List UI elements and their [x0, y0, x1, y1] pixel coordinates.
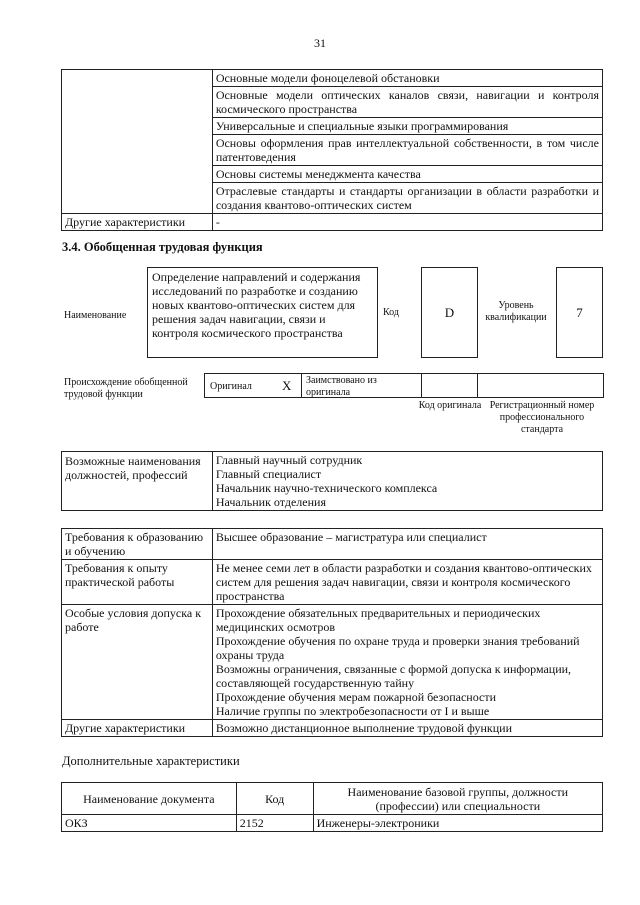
knowledge-table — [61, 69, 603, 231]
special-condition-item: Возможны ограничения, связанные с формой допуска к информации, составляющей государственную тайну — [215, 662, 572, 690]
row-code: 2152 — [236, 815, 313, 832]
special-conditions-label: Особые условия допуска к работе — [62, 605, 213, 720]
experience-label: Требования к опыту практической работы — [62, 560, 213, 605]
knowledge-item: Основы оформления прав интеллектуальной собственности, в том числе патентоведения — [212, 135, 602, 166]
special-conditions-list — [212, 605, 602, 720]
level-value: 7 — [576, 305, 583, 320]
page-number: 31 — [314, 36, 326, 50]
special-condition-item: Прохождение обязательных предварительных и периодических медицинских осмотров — [215, 606, 541, 634]
code-box — [421, 267, 478, 358]
knowledge-item: Основы системы менеджмента качества — [212, 166, 602, 183]
col-code-header: Код — [236, 783, 313, 815]
position-item: Начальник отделения — [215, 495, 326, 509]
position-item: Главный специалист — [215, 467, 322, 481]
additional-table — [61, 782, 603, 832]
education-value: Высшее образование – магистратура или специалист — [212, 529, 602, 560]
original-mark: X — [282, 378, 292, 393]
education-label: Требования к образованию и обучению — [62, 529, 213, 560]
special-condition-item: Наличие группы по электробезопасности от I и выше — [215, 704, 490, 718]
section-title: 3.4. Обобщенная трудовая функция — [62, 240, 263, 254]
reg-number-caption: Регистрационный номер профессионального стандарта — [489, 400, 595, 435]
other-label: Другие характеристики — [62, 720, 213, 737]
additional-title: Дополнительные характеристики — [62, 754, 240, 768]
function-name-label: Наименование — [64, 310, 127, 321]
other-characteristics-value: - — [212, 214, 602, 231]
positions-label: Возможные наименования должностей, профессий — [62, 452, 213, 511]
knowledge-item: Основные модели фоноцелевой обстановки — [212, 70, 602, 87]
code-original-caption: Код оригинала — [418, 400, 482, 411]
origin-label: Происхождение обобщенной трудовой функции — [64, 377, 188, 400]
function-name-value: Определение направлений и содержания исследований по разработке и созданию новых квантово-оптических систем для решения задач навигации, связи и контроля космического пространства — [152, 270, 361, 340]
borrowed-label: Заимствовано из оригинала — [306, 375, 377, 398]
special-condition-item: Прохождение обучения мерам пожарной безопасности — [215, 690, 496, 704]
knowledge-label-cell — [62, 70, 213, 214]
knowledge-item: Основные модели оптических каналов связи, навигации и контроля космического пространства — [212, 87, 602, 118]
other-characteristics-label: Другие характеристики — [62, 214, 213, 231]
special-condition-item: Прохождение обучения по охране труда и проверки знания требований охраны труда — [215, 634, 580, 662]
position-item: Начальник научно-технического комплекса — [215, 481, 438, 495]
experience-value: Не менее семи лет в области разработки и создания квантово-оптических систем для решения задач навигации, связи и контроля космического пространства — [212, 560, 602, 605]
level-label: Уровень квалификации — [485, 300, 547, 323]
requirements-table — [61, 528, 603, 737]
original-label: Оригинал — [210, 381, 252, 392]
other-value: Возможно дистанционное выполнение трудовой функции — [212, 720, 602, 737]
position-item: Главный научный сотрудник — [215, 453, 363, 467]
col-document-header: Наименование документа — [62, 783, 237, 815]
code-value: D — [444, 305, 455, 320]
function-name-box — [147, 267, 378, 358]
row-name: Инженеры-электроники — [313, 815, 602, 832]
code-label: Код — [383, 307, 399, 318]
knowledge-item: Универсальные и специальные языки программирования — [212, 118, 602, 135]
positions-table — [61, 451, 603, 511]
row-document: ОКЗ — [62, 815, 237, 832]
col-name-header: Наименование базовой группы, должности (профессии) или специальности — [313, 783, 602, 815]
positions-list — [212, 452, 602, 511]
origin-code-cell — [421, 373, 478, 398]
knowledge-item: Отраслевые стандарты и стандарты организации в области разработки и создания квантово-оптических систем — [212, 183, 602, 214]
level-box — [556, 267, 603, 358]
